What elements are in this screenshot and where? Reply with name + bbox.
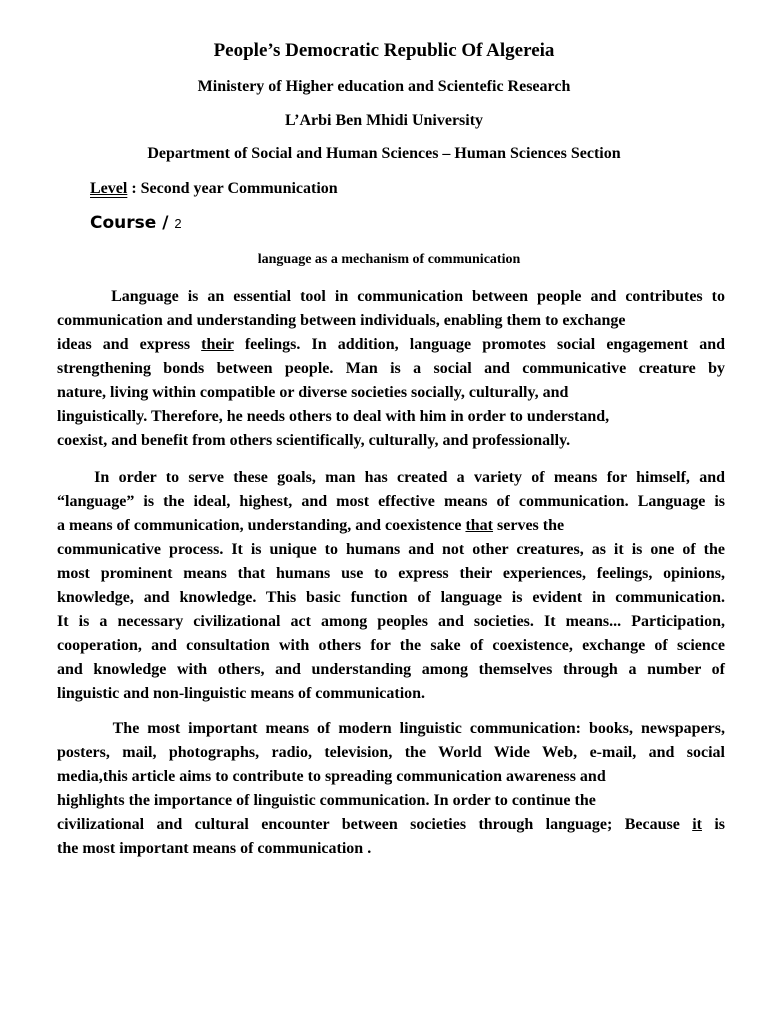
level-separator: : bbox=[127, 180, 141, 197]
text-run: serves the bbox=[493, 517, 565, 534]
paragraph-line: and knowledge with others, and understanding among themselves through a number of bbox=[57, 661, 725, 678]
paragraph-line: nature, living within compatible or diverse societies socially, culturally, and bbox=[57, 384, 569, 401]
paragraph-line: It is a necessary civilizational act among peoples and societies. It means... Participation, bbox=[57, 613, 725, 630]
paragraph-line: Language is an essential tool in communication between people and contributes to bbox=[57, 288, 725, 305]
university-heading: L’Arbi Ben Mhidi University bbox=[284, 112, 484, 129]
country-heading: People’s Democratic Republic Of Algereia bbox=[213, 40, 555, 61]
lesson-title: language as a mechanism of communication bbox=[257, 252, 521, 267]
paragraph-2 bbox=[57, 466, 725, 706]
paragraph-line: the most important means of communication . bbox=[57, 840, 372, 857]
underlined-word: that bbox=[465, 517, 494, 534]
paragraph-line: The most important means of modern linguistic communication: books, newspapers, bbox=[57, 720, 725, 737]
paragraph-line: In order to serve these goals, man has created a variety of means for himself, and bbox=[57, 469, 725, 486]
level-value: Second year Communication bbox=[140, 180, 338, 197]
text-run: is bbox=[701, 816, 726, 833]
paragraph-line: strengthening bonds between people. Man is a social and communicative creature by bbox=[57, 360, 725, 377]
level-label: Level bbox=[90, 180, 128, 197]
paragraph-line bbox=[57, 813, 725, 837]
paragraph-line: communicative process. It is unique to humans and not other creatures, as it is one of the bbox=[57, 541, 725, 558]
paragraph-3 bbox=[57, 717, 725, 861]
text-run: feelings. In addition, language promotes social engagement and bbox=[233, 336, 725, 353]
paragraph-line: communication and understanding between individuals, enabling them to exchange bbox=[57, 312, 626, 329]
underlined-word: it bbox=[692, 816, 702, 833]
paragraph-1 bbox=[57, 285, 725, 453]
ministry-heading: Ministery of Higher education and Scientefic Research bbox=[197, 78, 571, 95]
course-line bbox=[90, 213, 182, 233]
paragraph-line: “language” is the ideal, highest, and most effective means of communication. Language is bbox=[57, 493, 725, 510]
paragraph-line: linguistic and non-linguistic means of communication. bbox=[57, 685, 426, 702]
text-run: a means of communication, understanding, and coexistence bbox=[57, 517, 466, 534]
paragraph-line: most prominent means that humans use to express their experiences, feelings, opinions, bbox=[57, 565, 725, 582]
level-line bbox=[90, 180, 338, 198]
paragraph-line: posters, mail, photographs, radio, television, the World Wide Web, e-mail, and social bbox=[57, 744, 725, 761]
underlined-word: their bbox=[201, 336, 234, 353]
paragraph-line: knowledge, and knowledge. This basic function of language is evident in communication. bbox=[57, 589, 725, 606]
text-run: ideas and express bbox=[57, 336, 202, 353]
course-label: Course / bbox=[90, 213, 175, 233]
department-heading: Department of Social and Human Sciences – Human Sciences Section bbox=[147, 145, 621, 162]
course-number: 2 bbox=[174, 216, 182, 231]
paragraph-line bbox=[57, 514, 725, 538]
text-run: civilizational and cultural encounter between societies through language; Because bbox=[57, 816, 693, 833]
paragraph-line: highlights the importance of linguistic communication. In order to continue the bbox=[57, 792, 596, 809]
paragraph-line: media,this article aims to contribute to spreading communication awareness and bbox=[57, 768, 606, 785]
paragraph-line: coexist, and benefit from others scientifically, culturally, and professionally. bbox=[57, 432, 571, 449]
paragraph-line: cooperation, and consultation with others for the sake of coexistence, exchange of science bbox=[57, 637, 725, 654]
paragraph-line: linguistically. Therefore, he needs others to deal with him in order to understand, bbox=[57, 408, 610, 425]
paragraph-line bbox=[57, 333, 725, 357]
